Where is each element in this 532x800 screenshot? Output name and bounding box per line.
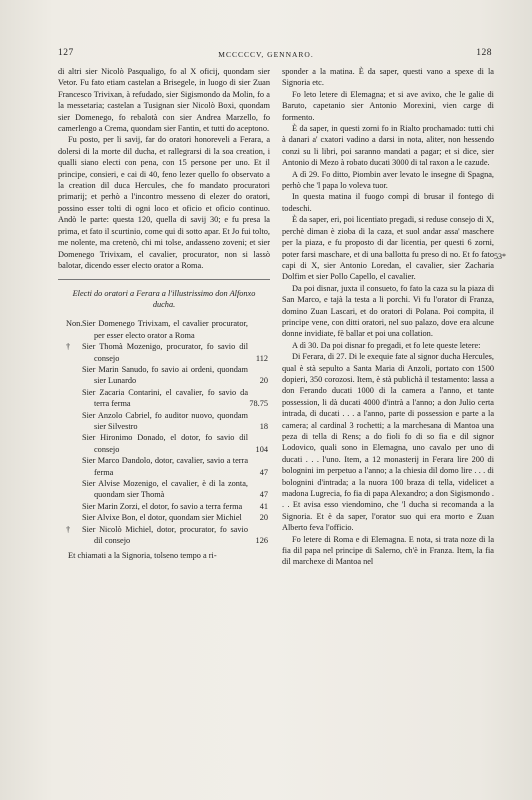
ballot-mark: † [66, 342, 71, 352]
ballot-votes: 41 [259, 501, 268, 511]
ballot-name: Sier Nicolò Michiel, dotor, procurator, fo savio dil consejo [82, 524, 248, 546]
running-title: MCCCCCV, GENNARO. [218, 50, 314, 59]
ballot-votes: 104 [255, 444, 268, 454]
ballot-row [58, 455, 270, 478]
ballot-votes: 126 [255, 536, 268, 546]
ballot-mark: † [66, 524, 71, 534]
ballot-name: Sier Marco Dandolo, dotor, cavalier, savio a terra ferma [82, 456, 248, 477]
left-paragraph-1: di altri sier Nicolò Pasqualigo, fo al X oficij, quondam sier Vetor. Fu fato etiam castelan a Brisegele, in luogo di sier Zuan Francesco Trivixan, à refudado, sier Sigismondo da Molin, fo a la messetaria; castelan a Tusignan sier Nicolò Boxi, quondam sier Domenego, fo rebalotà con sier Andrea Marzello, fo camerlengo a Crema, quondam sier Fantin, et tutti do aceptono. [58, 67, 270, 134]
ballot-votes: 47 [259, 467, 268, 477]
ballot-row [58, 478, 270, 501]
right-column [282, 66, 494, 568]
ballot-row [58, 410, 270, 433]
ballot-name: Sier Domenego Trivixam, el cavalier procurator, per esser electo orator a Roma [82, 319, 248, 340]
ballot-votes: 47 [259, 490, 268, 500]
right-paragraph-9: Di Ferara, di 27. Di le exequie fate al signor ducha Hercules, qual è stà sepulto a Santa Maria di Anzoli, portato con 1500 dopieri, 350 corozosi. Item, è stà publichà il testamento: lassa a don Ferando ducati 1000 di la camera a l'anno, et tante possession, li dà ducati 4000 d'intrà a l'anno; a don Julio certa intrada, di ducati . . . a l'anno, parte di possession e parte a la camera; al cardinal 3 rochetti; a la marchesana di Mantoa una peza di tella di Rens; a do fioli fo di so fia e dil signor Lodovico, quali sono in Elemagna, uno cavalo per uno di ducati . . . l'uno. Item, a 12 monasterij in Ferara lire 200 di bolognini im perpetuo a l'anno; a la chiesia dil domo lire . . . di bolognini d'intrada; a la nuora 100 braza di tella, videlicet a madona Lugrecia, fo fia di papa Alexandro; a don Sigismondo . . . Et avisa esso viendomino, che 'l ducha si recomanda a la Signoria. Et è da saper, l'orator suo qui era morto e Zuan Alberto feva l'officio. [282, 352, 494, 533]
right-paragraph-8: A dì 30. Da poi disnar fo pregadi, et fo lete queste letere: [292, 340, 481, 350]
right-paragraph-4: A dì 29. Fo ditto, Piombin aver levato le insegne di Spagna, perhò che 'l papa lo voleva tuor. [282, 169, 494, 191]
ballot-votes: 112 [255, 353, 268, 363]
ballot-row [58, 512, 270, 523]
right-paragraph-2: Fo leto letere di Elemagna; et si ave avixo, che le galie di Baruto, capetanio sier Antonio Morexini, vien carge di formento. [282, 89, 494, 122]
ballot-name: Sier Marin Sanudo, fo savio ai ordeni, quondam sier Lunardo [82, 364, 248, 386]
ballot-votes: 78.75 [249, 399, 268, 409]
ballot-row [58, 432, 270, 455]
right-paragraph-7: Da poi disnar, juxta il consueto, fo fato la caza su la piaza di San Marco, e tajà la testa a li porchi. Vi fu l'orator di Franza, domino Zuan Lascari, et do oratori di Polana. Poi compita, il principe vene, con ditti oratori, nel suo palazo, dove era alcune donne invidiate, fè ballar et poi una collation. [282, 283, 494, 339]
ballot-votes: 20 [259, 376, 268, 386]
ballot-list [58, 318, 270, 546]
ballot-row [58, 524, 270, 547]
ballot-row [58, 318, 270, 341]
section-divider [58, 279, 270, 280]
left-column [58, 66, 270, 562]
ballot-row [58, 364, 270, 387]
left-paragraph-2: Fu posto, per li savij, far do oratori honoreveli a Ferara, a dolersi di la morte dil ducha, et rallegrarsi di la soa creation, i qualli siano electi con pena, con 15 persone per uno. Et il principe, consieri, e cai di 40, feno lezer quello fo observato a la creation dil duca Hercules, che fo mandato procuratori primarij; et perhò a l'incontro messeno di elezer do oratori, possino esser tolti di ogni loco et oficio et oficio continuo. Andò le parte: questa 120, quella di savij 30; e fu presa la prima, et fato il scurtinio, come qui di sotto apar. Et Jo fui tolto, me nolente, ma cretenò, chi mi tolse, andasseno zoveni; et sier Domenego Trivixam, el cavalier, procurator, non si lassò balotar, dicendo esser electo orator a Roma. [58, 135, 270, 270]
margin-note: 53* [494, 252, 506, 261]
right-paragraph-5: In questa matina il fuogo compì di brusar il fontego di todeschi. [282, 192, 494, 213]
ballot-name: Sier Zacaria Contarini, el cavalier, fo savio da terra ferma [82, 387, 248, 409]
section-heading: Electi do oratori a Ferara a l'illustrissimo don Alfonxo ducha. [72, 289, 256, 310]
left-paragraph-3: Et chiamati a la Signoria, tolseno tempo a ri- [68, 551, 217, 561]
ballot-mark: Non. [66, 319, 83, 329]
ballot-name: Sier Alvixe Bon, el dotor, quondam sier Michiel [82, 513, 242, 523]
right-paragraph-1: sponder a la matina. È da saper, questi vano a spexe di la Signoria etc. [282, 67, 494, 88]
right-paragraph-6: È da saper, eri, poi licentiato pregadi, si reduse consejo di X, perchè diman è zioba di la caza, et suol andar assa' maschere per la piaza, e fu proposto di dar licentia, per questi 6 zorni, poter farsi maschare, et di una ballotta fu preso di no. Et fo fato capi di X, sier Antonio Loredan, el cavalier, sier Zacharia Dolfim et sier Pollo Capello, el cavalier. [282, 215, 494, 282]
right-paragraph-3: È da saper, in questi zorni fo in Rialto prochamado: tutti chi à danari a' cxatori vadino a darsi in nota, aliter, non hessendo conzi su li libri, poi saranno mandati a pagar; et si dice, sier Antonio di Mezo à robato ducati 3000 di tal raxon a le cazude. [282, 124, 494, 168]
ballot-votes: 20 [259, 513, 268, 523]
ballot-name: Sier Marin Zorzi, el dotor, fo savio a terra ferma [82, 501, 243, 511]
ballot-name: Sier Thomà Mozenigo, procurator, fo savio dil consejo [82, 342, 248, 363]
ballot-row [58, 387, 270, 410]
ballot-votes: 18 [259, 421, 268, 431]
ballot-row [58, 501, 270, 512]
right-page-number: 128 [476, 48, 492, 58]
ballot-name: Sier Alvise Mozenigo, el cavalier, è di la zonta, quondam sier Thomà [82, 479, 248, 500]
left-page-number: 127 [58, 48, 74, 58]
ballot-name: Sier Hironimo Donado, el dotor, fo savio dil consejo [82, 433, 248, 454]
ballot-row [58, 341, 270, 364]
right-paragraph-10: Fo letere di Roma e di Elemagna. E nota, si trata noze di la fia dil papa nel principe di Salerno, ch'è in Franza. Item, la fia dil marchexe di Mantoa nel [282, 534, 494, 567]
ballot-name: Sier Anzolo Cabriel, fo auditor nuovo, quondam sier Silvestro [82, 410, 248, 431]
